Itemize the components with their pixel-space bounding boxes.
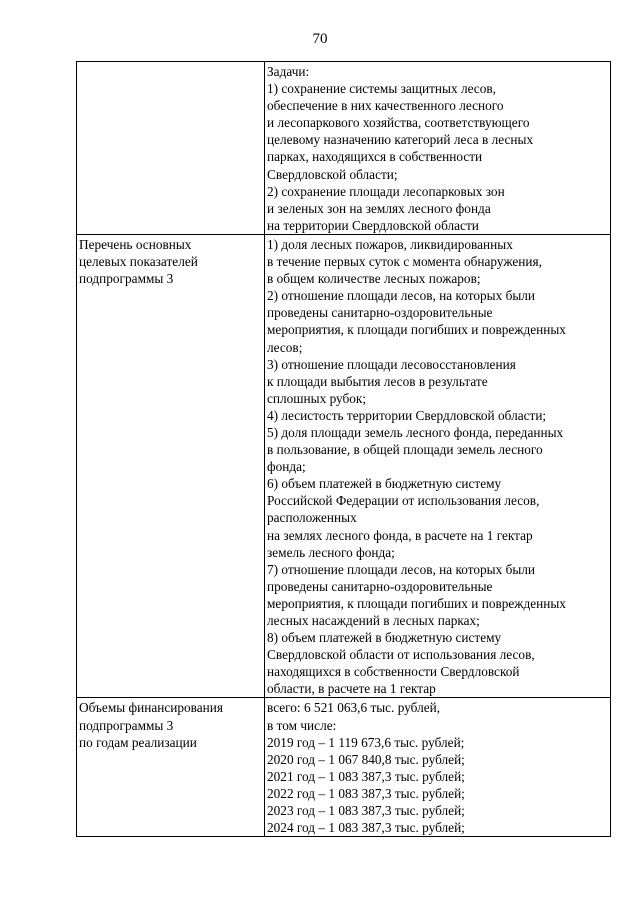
row-value-line: в том числе: [267,717,337,733]
row-value-line: проведены санитарно-оздоровительные [267,578,493,594]
row-value-line: обеспечение в них качественного лесного [267,98,504,114]
row-value-line: в пользование, в общей площади земель лесного [267,442,543,458]
row-value-cell [265,698,611,837]
table-row [77,62,611,235]
row-value-line: проведены санитарно-оздоровительные [267,305,493,321]
row-value-line: 1) доля лесных пожаров, ликвидированных [267,236,513,252]
row-value-line: 2023 год – 1 083 387,3 тыс. рублей; [267,803,465,819]
row-value-line: 2024 год – 1 083 387,3 тыс. рублей; [267,820,465,836]
row-value-line: расположенных [267,510,357,526]
row-label-cell [77,234,265,698]
row-value-line: 2022 год – 1 083 387,3 тыс. рублей; [267,785,465,801]
row-value-line: всего: 6 521 063,6 тыс. рублей, [267,700,441,716]
row-label-line: Перечень основных [79,236,192,252]
row-value-line: 5) доля площади земель лесного фонда, переданных [267,424,564,440]
table-row [77,234,611,698]
row-value-line: 2) сохранение площади лесопарковых зон [267,183,505,199]
page-number: 70 [312,31,328,47]
row-value-line: в течение первых суток с момента обнаружения, [267,254,542,270]
row-value-line: 1) сохранение системы защитных лесов, [267,81,496,97]
row-value-line: мероприятия, к площади погибших и поврежденных [267,595,566,611]
row-value-line: 6) объем платежей в бюджетную систему [267,476,502,492]
row-value-line: на территории Свердловской области [267,217,479,233]
row-value-line: Свердловской области; [267,166,398,182]
subprogram-passport-table [76,61,611,837]
table-body [77,62,611,837]
row-value-line: 4) лесистость территории Свердловской области; [267,407,547,423]
row-value-line: области, в расчете на 1 гектар [267,681,436,697]
row-value-line: Свердловской области от использования лесов, [267,647,535,663]
row-label-cell [77,62,265,235]
row-label-line: подпрограммы 3 [79,717,174,733]
row-value-line: в общем количестве лесных пожаров; [267,271,481,287]
row-value-line: 8) объем платежей в бюджетную систему [267,630,502,646]
row-value-line: Задачи: [267,64,310,79]
row-value-line: 3) отношение площади лесовосстановления [267,356,516,372]
row-label-line: подпрограммы 3 [79,271,174,287]
row-value-line: 2) отношение площади лесов, на которых были [267,288,536,304]
row-value-line: к площади выбытия лесов в результате [267,373,488,389]
row-value-line: целевому назначению категорий леса в лесных [267,132,534,148]
row-label-cell [77,698,265,837]
row-value-line: 2021 год – 1 083 387,3 тыс. рублей; [267,768,465,784]
row-value-line: лесных насаждений в лесных парках; [267,613,480,628]
row-value-line: лесов; [267,339,303,355]
row-value-line: сплошных рубок; [267,390,367,406]
table-row [77,698,611,837]
row-value-line: мероприятия, к площади погибших и поврежденных [267,322,566,338]
row-label-line: по годам реализации [79,734,197,750]
row-value-line: находящихся в собственности Свердловской [267,664,520,680]
row-value-line: фонда; [267,459,306,475]
row-value-line: 2019 год – 1 119 673,6 тыс. рублей; [267,734,465,750]
row-value-line: и зеленых зон на землях лесного фонда [267,200,491,216]
row-label-line: целевых показателей [79,254,198,270]
row-value-line: земель лесного фонда; [267,544,395,560]
row-label-line: Объемы финансирования [79,700,224,716]
row-value-line: 7) отношение площади лесов, на которых были [267,561,536,577]
row-value-line: парках, находящихся в собственности [267,149,483,165]
row-value-line: и лесопаркового хозяйства, соответствующего [267,115,530,131]
row-value-cell [265,62,611,235]
row-value-line: на землях лесного фонда, в расчете на 1 гектар [267,527,533,543]
row-value-line: 2020 год – 1 067 840,8 тыс. рублей; [267,751,465,767]
row-value-cell [265,234,611,698]
row-value-line: Российской Федерации от использования лесов, [267,493,540,509]
